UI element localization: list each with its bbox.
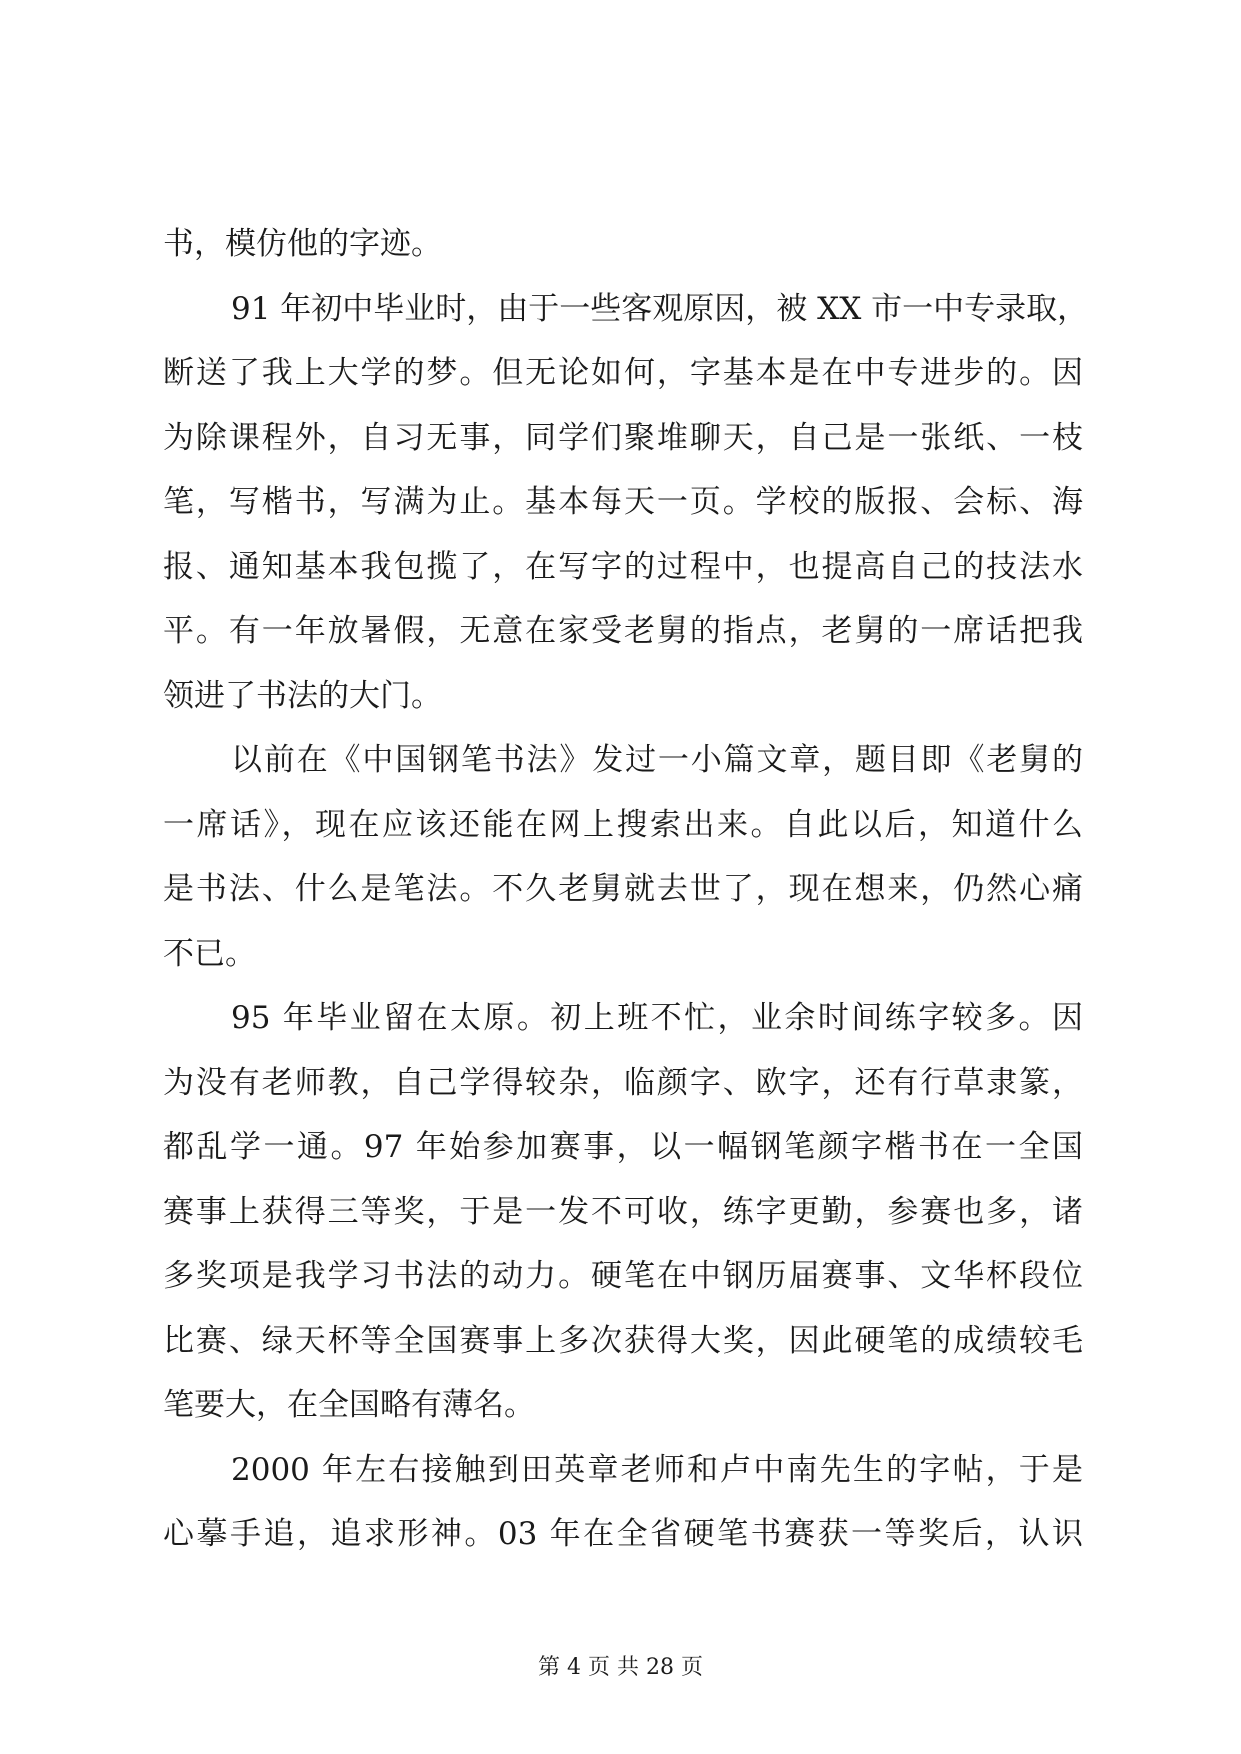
text-line: 断送了我上大学的梦。但无论如何，字基本是在中专进步的。因 xyxy=(163,355,1083,391)
text-line: 都乱学一通。97 年始参加赛事，以一幅钢笔颜字楷书在一全国 xyxy=(163,1129,1083,1165)
text-line: 心摹手追，追求形神。03 年在全省硬笔书赛获一等奖后，认识 xyxy=(163,1516,1083,1552)
text-line: 95 年毕业留在太原。初上班不忙，业余时间练字较多。因 xyxy=(231,1000,1083,1036)
text-line: 为除课程外，自习无事，同学们聚堆聊天，自己是一张纸、一枝 xyxy=(163,419,1083,456)
text-line: 一席话》，现在应该还能在网上搜索出来。自此以后，知道什么 xyxy=(163,806,1083,843)
text-line: 为没有老师教，自己学得较杂，临颜字、欧字，还有行草隶篆， xyxy=(163,1064,1083,1101)
body-text xyxy=(163,212,1089,1567)
text-line: 报、通知基本我包揽了，在写字的过程中，也提高自己的技法水 xyxy=(163,548,1083,585)
text-line: 笔，写楷书，写满为止。基本每天一页。学校的版报、会标、海 xyxy=(163,484,1083,520)
text-line: 笔要大，在全国略有薄名。 xyxy=(163,1387,535,1423)
text-line: 比赛、绿天杯等全国赛事上多次获得大奖，因此硬笔的成绩较毛 xyxy=(163,1322,1083,1359)
text-line: 以前在《中国钢笔书法》发过一小篇文章，题目即《老舅的 xyxy=(231,742,1083,778)
text-line: 多奖项是我学习书法的动力。硬笔在中钢历届赛事、文华杯段位 xyxy=(163,1258,1083,1294)
text-line: 书，模仿他的字迹。 xyxy=(163,226,442,262)
text-line: 91 年初中毕业时，由于一些客观原因，被 XX 市一中专录取， xyxy=(231,290,1089,327)
text-line: 2000 年左右接触到田英章老师和卢中南先生的字帖，于是 xyxy=(231,1451,1083,1488)
text-line: 赛事上获得三等奖，于是一发不可收，练字更勤，参赛也多，诸 xyxy=(163,1193,1083,1230)
text-line: 领进了书法的大门。 xyxy=(163,677,442,714)
page-number-footer: 第 4 页 共 28 页 xyxy=(538,1655,703,1680)
text-line: 是书法、什么是笔法。不久老舅就去世了，现在想来，仍然心痛 xyxy=(163,871,1083,907)
text-line: 平。有一年放暑假，无意在家受老舅的指点，老舅的一席话把我 xyxy=(163,613,1083,649)
text-line: 不已。 xyxy=(163,935,256,972)
